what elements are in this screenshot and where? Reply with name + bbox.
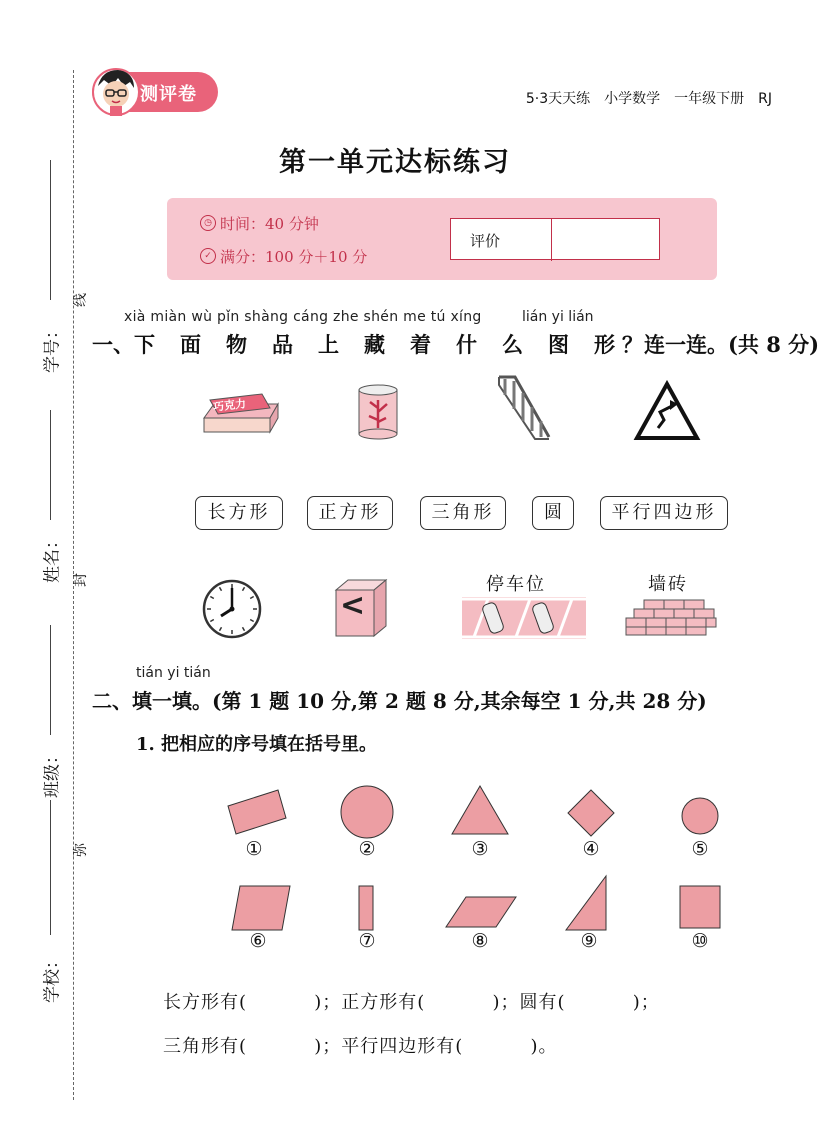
class-label: 班级： (42, 747, 63, 798)
shape-4-square (566, 788, 616, 838)
shape-1-rectangle (222, 786, 292, 842)
ladder-image[interactable] (495, 373, 555, 443)
clock-image[interactable] (201, 578, 263, 640)
label-8: ⑧ (471, 930, 489, 952)
name-label: 姓名： (42, 532, 63, 583)
chocolate-label: 巧克力 (212, 397, 247, 414)
label-3: ③ (471, 838, 489, 860)
book-series: 5·3天天练 (525, 91, 591, 107)
label-9: ⑨ (580, 930, 598, 952)
brick-wall-image[interactable] (622, 598, 718, 636)
can-image[interactable] (355, 382, 401, 440)
shape-6-parallelogram (230, 884, 292, 932)
shape-10-square (678, 884, 722, 930)
school-label: 学校： (42, 952, 63, 1003)
class-blank (50, 625, 51, 735)
wall-caption: 墙砖 (648, 574, 688, 595)
student-id-label: 学号： (42, 322, 63, 373)
name-blank (50, 410, 51, 520)
parking-lot-image[interactable] (462, 597, 586, 639)
book-edition: RJ (758, 91, 772, 107)
shape-square-button[interactable]: 正方形 (307, 496, 393, 530)
label-6: ⑥ (249, 930, 267, 952)
shape-parallelogram-button[interactable]: 平行四边形 (600, 496, 728, 530)
book-info (512, 88, 772, 108)
evaluation-label: 评价 (470, 232, 501, 250)
shape-9-triangle (564, 874, 610, 932)
shape-triangle-button[interactable]: 三角形 (420, 496, 506, 530)
answer-line-2[interactable]: 三角形有( )；平行四边形有( )。 (163, 1036, 558, 1057)
label-2: ② (358, 838, 376, 860)
section1-pinyin: xià miàn wù pǐn shàng cáng zhe shén me tú xíng (124, 309, 482, 325)
section1-tail: 连一连。(共 8 分) (644, 332, 819, 357)
label-4: ④ (582, 838, 600, 860)
badge-label: 测评卷 (140, 84, 197, 105)
page-title: 第一单元达标练习 (279, 147, 511, 178)
binding-mark-line: 线 (73, 293, 89, 307)
section1-pinyin-link: lián yi lián (522, 309, 594, 325)
binding-mark-close: 弥 (73, 843, 89, 857)
clock-icon: ◷ (200, 215, 216, 231)
mascot-avatar (90, 64, 142, 118)
answer-line-1[interactable]: 长方形有( )；正方形有( )；圆有( )； (163, 992, 660, 1013)
label-7: ⑦ (358, 930, 376, 952)
warning-sign-image[interactable] (634, 380, 700, 442)
label-5: ⑤ (691, 838, 709, 860)
section1-question: 下 面 物 品 上 藏 着 什 么 图 形 ？ (134, 332, 643, 357)
evaluation-divider (551, 218, 552, 261)
cube-symbol: < (340, 588, 366, 623)
school-blank (50, 800, 51, 935)
shape-circle-button[interactable]: 圆 (532, 496, 574, 530)
book-grade: 一年级下册 (674, 91, 745, 107)
section2-pinyin: tián yi tián (136, 665, 211, 681)
shape-3-triangle (450, 784, 510, 836)
parking-caption: 停车位 (486, 574, 546, 595)
section1-number: 一、 (92, 332, 134, 357)
shape-rectangle-button[interactable]: 长方形 (195, 496, 283, 530)
time-limit: 时间：40 分钟 (220, 215, 319, 233)
question-1: 1. 把相应的序号填在括号里。 (136, 734, 378, 755)
binding-mark-seal: 封 (73, 573, 89, 587)
shape-7-rectangle (356, 884, 376, 932)
student-id-blank (50, 160, 51, 300)
shape-8-parallelogram (444, 895, 518, 929)
label-10: ⑩ (691, 930, 709, 952)
section2-heading: 二、填一填。(第 1 题 10 分,第 2 题 8 分,其余每空 1 分,共 28 分) (92, 689, 707, 713)
full-score: 满分：100 分＋10 分 (220, 248, 368, 266)
check-icon: ✓ (200, 248, 216, 264)
book-subject: 小学数学 (604, 91, 661, 107)
evaluation-field[interactable] (553, 220, 656, 258)
section1-heading (92, 329, 819, 359)
shape-5-circle (680, 796, 720, 836)
shape-2-circle (339, 784, 395, 840)
label-1: ① (245, 838, 263, 860)
